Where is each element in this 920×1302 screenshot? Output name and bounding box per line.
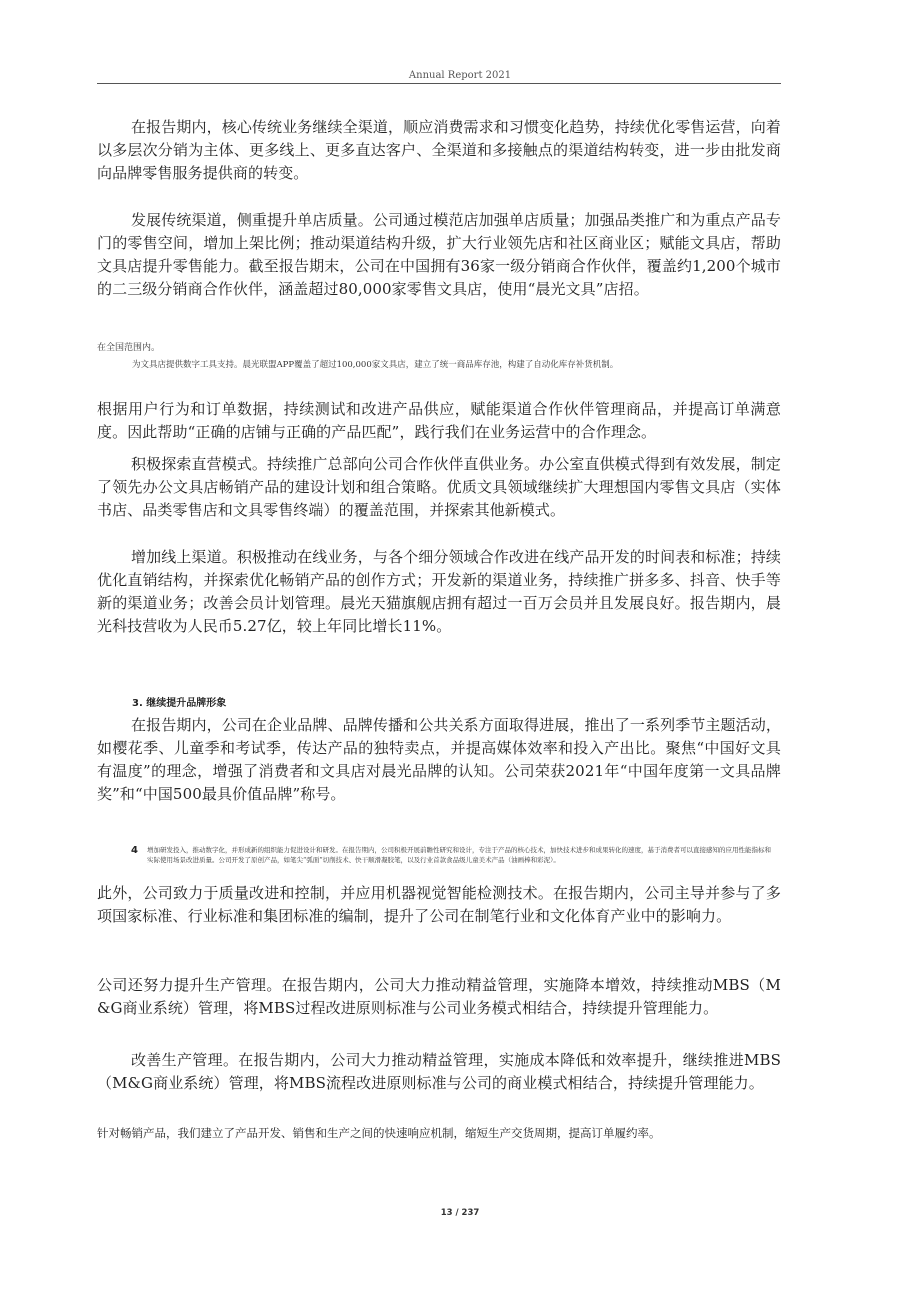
paragraph-channel-strategy: 在报告期内，核心传统业务继续全渠道，顺应消费需求和习惯变化趋势，持续优化零售运营，向着以多层次分销为主体、更多线上、更多直达客户、全渠道和多接触点的渠道结构转变，进一步由批发商向品牌零售服务提供商的转变。 [97, 118, 781, 182]
paragraph-production-management: 公司还努力提升生产管理。在报告期内，公司大力推动精益管理，实施降本增效，持续推动MBS（M&G商业系统）管理，将MBS过程改进原则标准与公司业务模式相结合，持续提升管理能力。 [97, 976, 781, 1017]
paragraph-fast-response: 针对畅销产品，我们建立了产品开发、销售和生产之间的快速响应机制，缩短生产交货周期，提高订单履约率。 [97, 1126, 661, 1140]
paragraph-direct-sales: 积极探索直营模式。持续推广总部向公司合作伙伴直供业务。办公室直供模式得到有效发展，制定了领先办公文具店畅销产品的建设计划和组合策略。优质文具领域继续扩大理想国内零售文具店（实体书店、品类零售店和文具零售终端）的覆盖范围，并探索其他新模式。 [97, 455, 781, 519]
paragraph-improve-production: 改善生产管理。在报告期内，公司大力推动精益管理，实施成本降低和效率提升，继续推进MBS（M&G商业系统）管理，将MBS流程改进原则标准与公司的商业模式相结合，持续提升管理能力。 [97, 1051, 781, 1092]
paragraph-traditional-channel: 发展传统渠道，侧重提升单店质量。公司通过模范店加强单店质量；加强品类推广和为重点产品专门的零售空间，增加上架比例；推动渠道结构升级，扩大行业领先店和社区商业区；赋能文具店，帮助文具店提升零售能力。截至报告期末，公司在中国拥有36家一级分销商合作伙伴，覆盖约1,200个城市的二三级分销商合作伙伴，涵盖超过80,000家零售文具店，使用“晨光文具”店招。 [97, 211, 781, 298]
page-number: 13 / 237 [440, 1208, 480, 1218]
small-note-digital-tools: 为文具店提供数字工具支持。晨光联盟APP覆盖了超过100,000家文具店，建立了统一商品库存池，构建了自动化库存补货机制。 [132, 360, 619, 370]
footnote-rd-investment: 增加研发投入，推动数字化，并形成新的组织能力促进设计和研发。在报告期内，公司积极开展前瞻性研究和设计，专注于产品的核心技术，加快技术进步和成果转化的速度，基于消费者可以直接感知的应用性能指标和实际使用场景改进质量。公司开发了原创产品，如笔尖“弧面”切削技术、快干顺滑凝胶笔，以及行业首款食品级儿童美术产品（油画棒和彩泥）。 [147, 846, 771, 864]
footnote-number: 4 [131, 845, 138, 856]
running-header: Annual Report 2021 [408, 70, 512, 81]
header-divider [97, 83, 781, 84]
paragraph-product-supply: 根据用户行为和订单数据，持续测试和改进产品供应，赋能渠道合作伙伴管理商品，并提高订单满意度。因此帮助“正确的店铺与正确的产品匹配”，践行我们在业务运营中的合作理念。 [97, 400, 781, 441]
section-heading-brand: 3. 继续提升品牌形象 [132, 698, 227, 709]
paragraph-brand-image: 在报告期内，公司在企业品牌、品牌传播和公共关系方面取得进展，推出了一系列季节主题活动，如樱花季、儿童季和考试季，传达产品的独特卖点，并提高媒体效率和投入产出比。聚焦“中国好文具有温度”的理念，增强了消费者和文具店对晨光品牌的认知。公司荣获2021年“中国年度第一文具品牌奖”和“中国500最具价值品牌”称号。 [97, 716, 781, 803]
paragraph-online-channel: 增加线上渠道。积极推动在线业务，与各个细分领域合作改进在线产品开发的时间表和标准；持续优化直销结构，并探索优化畅销产品的创作方式；开发新的渠道业务，持续推广拼多多、抖音、快手等新的渠道业务；改善会员计划管理。晨光天猫旗舰店拥有超过一百万会员并且发展良好。报告期内，晨光科技营收为人民币5.27亿，较上年同比增长11%。 [97, 548, 781, 635]
small-note-nationwide: 在全国范围内。 [97, 343, 161, 353]
paragraph-quality-control: 此外，公司致力于质量改进和控制，并应用机器视觉智能检测技术。在报告期内，公司主导并参与了多项国家标准、行业标准和集团标准的编制，提升了公司在制笔行业和文化体育产业中的影响力。 [97, 884, 781, 925]
